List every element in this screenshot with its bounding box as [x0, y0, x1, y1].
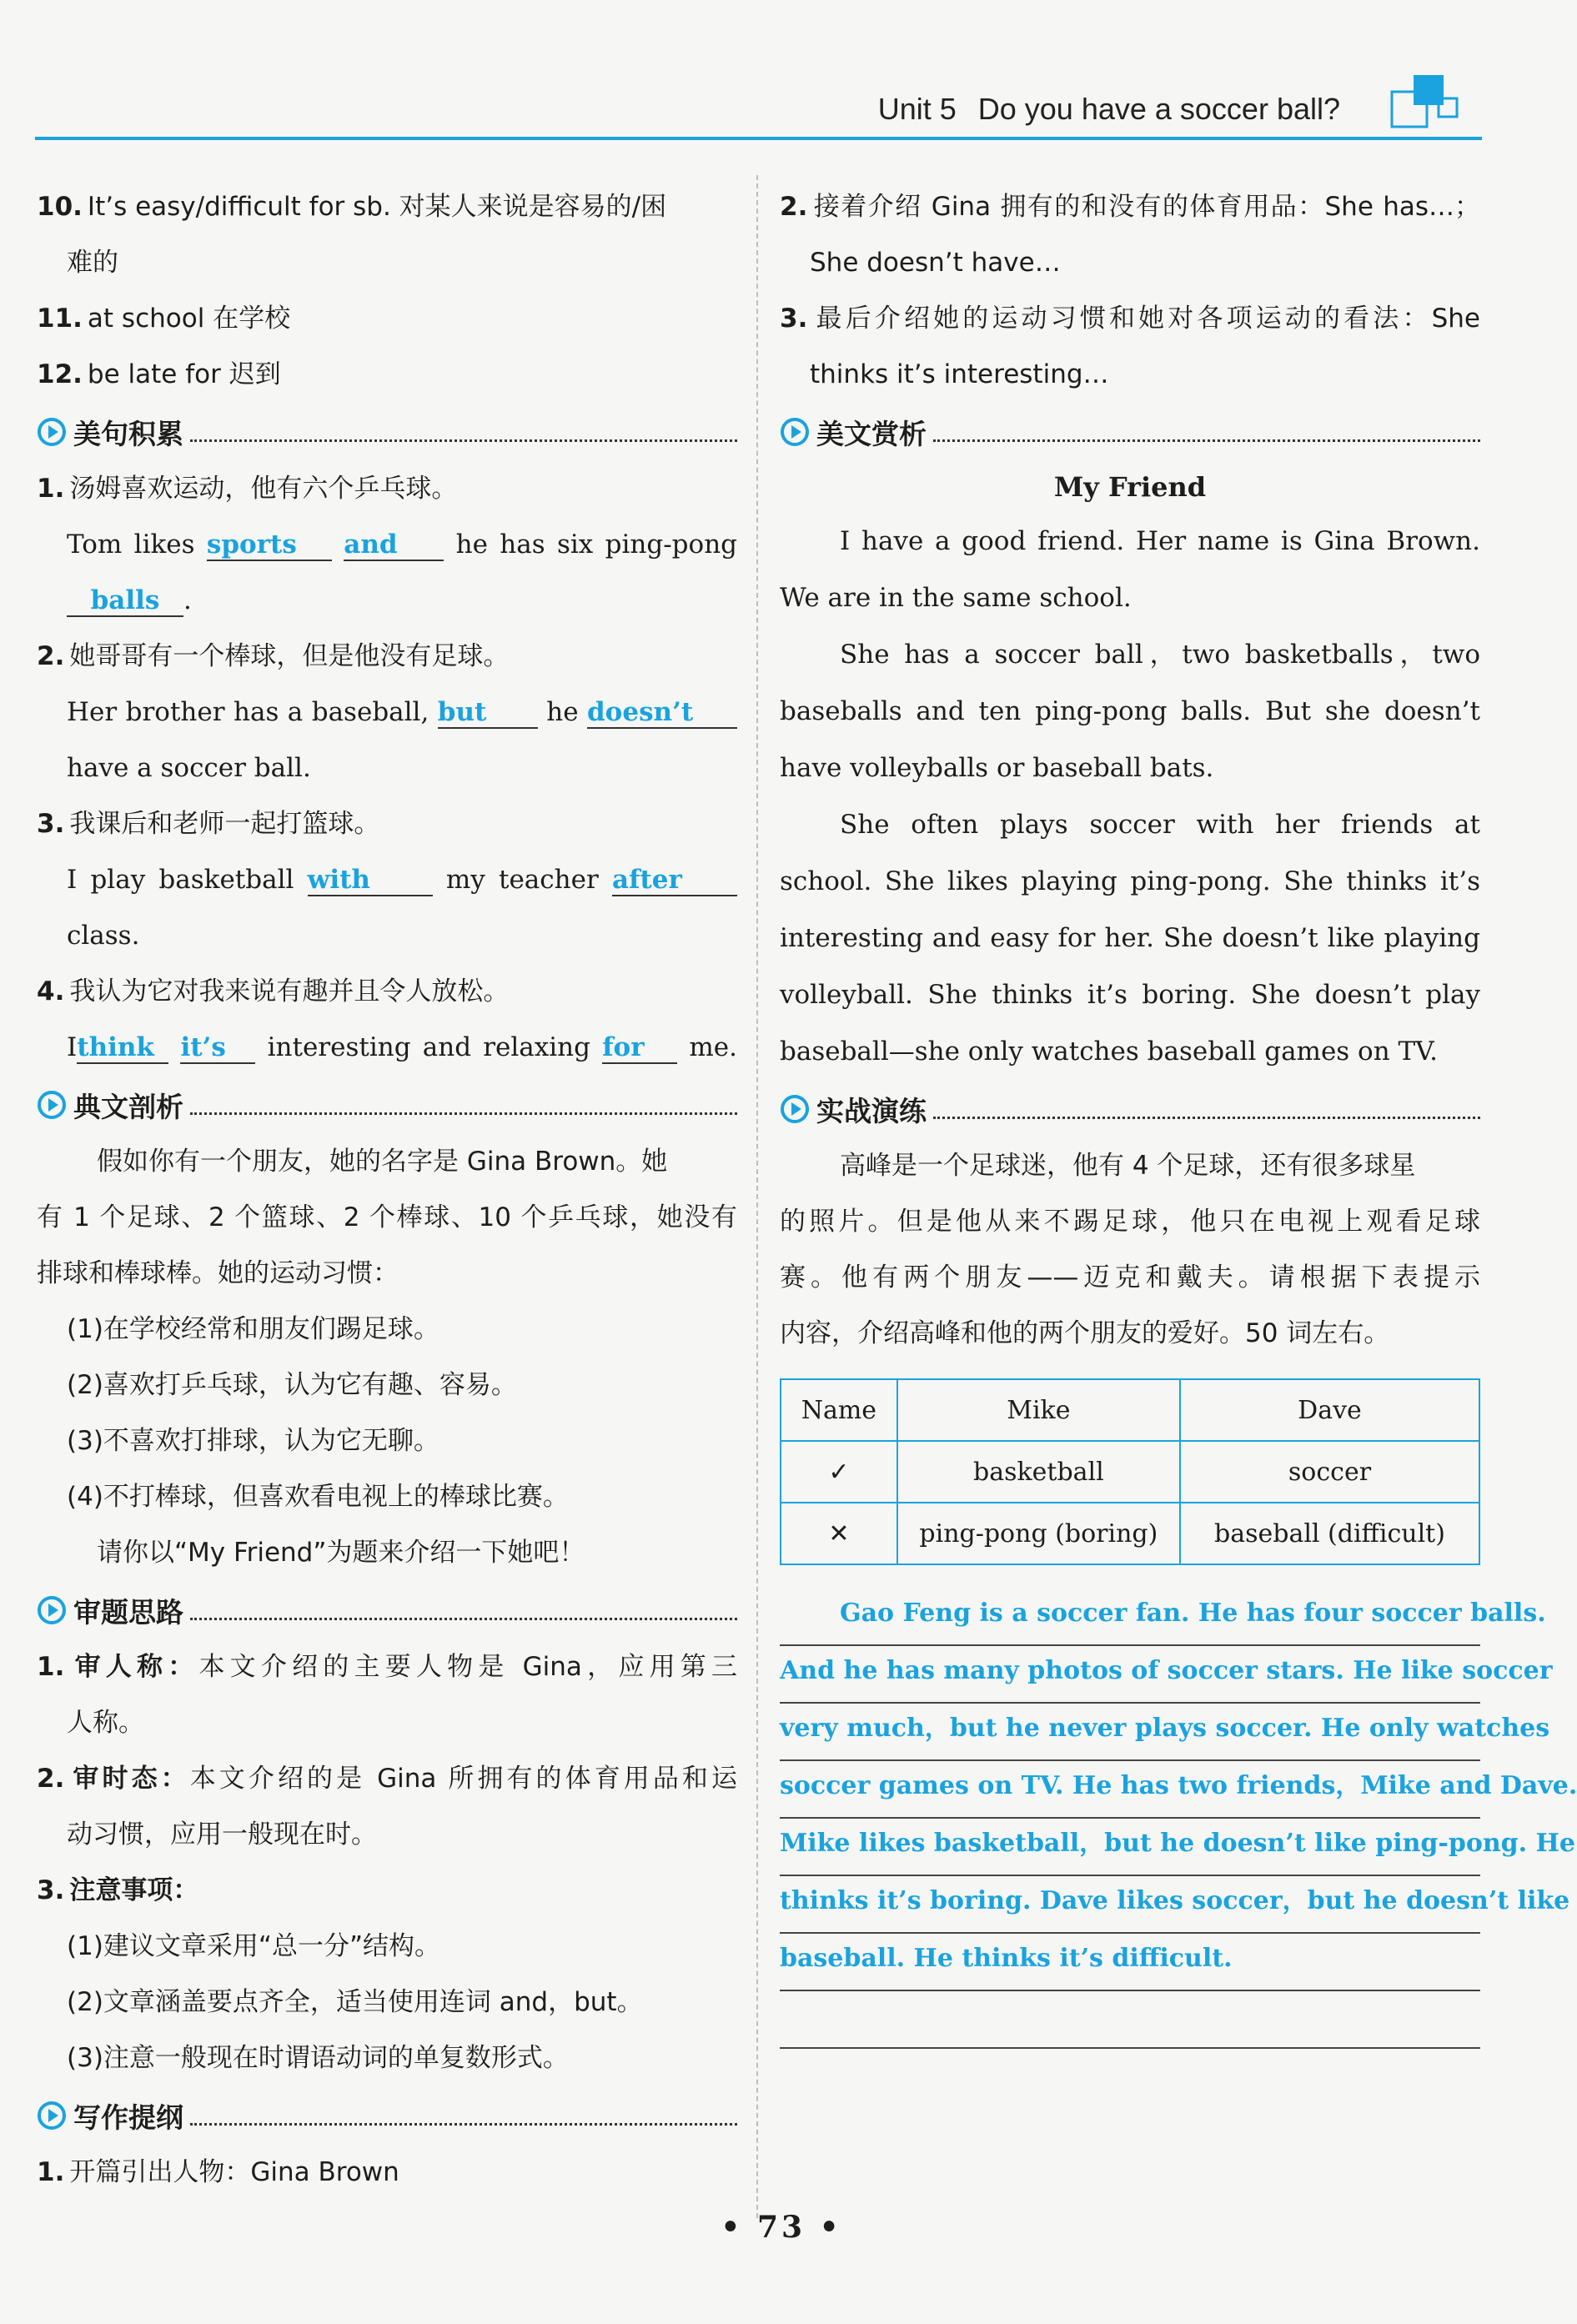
unit-title — [878, 92, 1340, 127]
model-line: 排球和棒球棒。她的运动习惯： — [37, 1258, 399, 1288]
right-column — [780, 179, 1577, 2049]
practice-line: 内容，介绍高峰和他的两个朋友的爱好。50 词左右。 — [780, 1318, 1390, 1348]
section-heading-analysis: 审题思路 — [37, 1581, 737, 1639]
question-en: Ithink it’s interesting and relaxing for me. — [67, 1032, 737, 1062]
question-zh: 2. 她哥哥有一个棒球，但是他没有足球。 — [37, 641, 510, 671]
answer-blank[interactable]: sports — [207, 530, 332, 561]
play-circle-icon — [37, 2101, 67, 2131]
play-circle-icon — [37, 1090, 67, 1120]
phrase-item: 12. be late for 迟到 — [37, 359, 281, 389]
table-header: Name — [781, 1379, 897, 1441]
column-divider — [756, 175, 758, 2218]
analysis-item: 1. 审人称：本文介绍的主要人物是 Gina，应用第三 — [37, 1652, 737, 1682]
table-cell: baseball (difficult) — [1180, 1503, 1479, 1564]
phrase-item-cont: 难的 — [67, 248, 118, 278]
answer-line[interactable]: thinks it’s boring. Dave likes soccer，but he doesn’t like — [780, 1876, 1480, 1934]
question-en: Her brother has a baseball, but he doesn’t — [37, 685, 737, 740]
table-row — [781, 1441, 1479, 1503]
answer-blank[interactable]: with — [308, 865, 433, 896]
corner-squares-icon — [1382, 73, 1474, 138]
outline-item: 3. 最后介绍她的运动习惯和她对各项运动的看法：She — [780, 304, 1480, 334]
answer-line[interactable]: Mike likes basketball，but he doesn’t like ping-pong. He — [780, 1819, 1480, 1876]
note-item: (1)建议文章采用“总一分”结构。 — [67, 1931, 441, 1961]
answer-line-empty[interactable] — [780, 1991, 1480, 2049]
question-en: Tom likes sports and he has six ping-pong — [67, 530, 738, 560]
table-header-row — [781, 1379, 1479, 1441]
note-item: (2)文章涵盖要点齐全，适当使用连词 and，but。 — [67, 1987, 643, 2017]
outline-item: 1. 开篇引出人物：Gina Brown — [37, 2157, 399, 2187]
phrase-item: 11. at school 在学校 — [37, 304, 291, 334]
section-heading-model: 典文剖析 — [37, 1076, 737, 1134]
outline-item-cont: She doesn’t have… — [810, 248, 1061, 278]
answer-line[interactable]: baseball. He thinks it’s difficult. — [780, 1934, 1480, 1991]
play-circle-icon — [780, 417, 810, 447]
left-column — [37, 179, 737, 2201]
phrase-item: 10. It’s easy/difficult for sb. 对某人来说是容易的/困 — [37, 192, 667, 222]
answer-line[interactable]: soccer games on TV. He has two friends，Mike and Dave. — [780, 1761, 1480, 1819]
answer-blank[interactable]: for — [602, 1032, 677, 1064]
answer-blank[interactable]: after — [612, 865, 737, 896]
table-cell: ping-pong (boring) — [897, 1503, 1180, 1564]
model-line: 有 1 个足球、2 个篮球、2 个棒球、10 个乒乓球，她没有 — [37, 1202, 737, 1232]
analysis-item-cont: 人称。 — [67, 1708, 144, 1738]
answer-blank[interactable]: it’s — [180, 1032, 255, 1064]
section-heading-outline: 写作提纲 — [37, 2086, 737, 2145]
question-en: I play basketball with my teacher after — [37, 852, 737, 908]
question-zh: 4. 我认为它对我来说有趣并且令人放松。 — [37, 976, 510, 1006]
answer-blank[interactable]: doesn’t — [587, 697, 737, 729]
note-item: (3)注意一般现在时谓语动词的单复数形式。 — [67, 2043, 569, 2073]
essay-title: My Friend — [1053, 471, 1207, 503]
header-rule — [35, 137, 1482, 140]
answer-line[interactable]: And he has many photos of soccer stars. He like soccer — [780, 1646, 1480, 1704]
play-circle-icon — [780, 1094, 810, 1124]
question-en: have a soccer ball. — [67, 753, 311, 783]
play-circle-icon — [37, 1595, 67, 1625]
table-header: Mike — [897, 1379, 1180, 1441]
section-heading-practice: 实战演练 — [780, 1080, 1480, 1138]
hobby-table — [780, 1378, 1480, 1565]
analysis-item: 2. 审时态：本文介绍的是 Gina 所拥有的体育用品和运 — [37, 1764, 737, 1794]
outline-item-cont: thinks it’s interesting… — [810, 359, 1109, 389]
habit-item: (2)喜欢打乒乓球，认为它有趣、容易。 — [67, 1370, 517, 1400]
practice-line: 赛。他有两个朋友——迈克和戴夫。请根据下表提示 — [780, 1262, 1480, 1293]
table-row — [781, 1503, 1479, 1564]
essay-paragraph: I have a good friend. Her name is Gina Brown. We are in the same school. — [780, 526, 1480, 613]
practice-line: 高峰是一个足球迷，他有 4 个足球，还有很多球星 — [840, 1151, 1416, 1181]
table-cell: basketball — [897, 1441, 1180, 1503]
page-header — [35, 73, 1482, 140]
table-header: Dave — [1180, 1379, 1479, 1441]
habit-item: (4)不打棒球，但喜欢看电视上的棒球比赛。 — [67, 1482, 569, 1512]
unit-number: Unit 5 — [877, 92, 957, 126]
answer-blank[interactable]: balls — [67, 585, 183, 617]
play-circle-icon — [37, 417, 67, 447]
section-heading-essay: 美文赏析 — [780, 403, 1480, 461]
question-zh: 3. 我课后和老师一起打篮球。 — [37, 809, 380, 839]
unit-name: Do you have a soccer ball? — [977, 92, 1340, 126]
section-heading-sentences: 美句积累 — [37, 403, 737, 461]
analysis-item: 3. 注意事项： — [37, 1875, 199, 1905]
check-icon: ✓ — [781, 1441, 897, 1503]
question-en: balls . — [37, 573, 737, 629]
practice-line: 的照片。但是他从来不踢足球，他只在电视上观看足球 — [780, 1207, 1480, 1237]
answer-line[interactable]: Gao Feng is a soccer fan. He has four soccer balls. — [780, 1589, 1480, 1646]
answer-blank[interactable]: but — [438, 697, 538, 729]
essay-paragraph: She has a soccer ball，two basketballs，two baseballs and ten ping-pong balls. But she doesn’t have volleyballs or baseball bats. — [780, 640, 1480, 783]
question-en: class. — [67, 921, 140, 951]
table-cell: soccer — [1180, 1441, 1479, 1503]
answer-blank[interactable]: and — [344, 530, 444, 561]
answer-essay — [780, 1589, 1577, 2049]
habit-item: (1)在学校经常和朋友们踢足球。 — [67, 1314, 439, 1344]
essay-body — [780, 513, 1480, 1080]
page-number: • 73 • — [721, 2210, 842, 2245]
answer-blank[interactable]: think — [77, 1032, 168, 1064]
essay-paragraph: She often plays soccer with her friends at school. She likes playing ping-pong. She thinks it’s interesting and easy for her. She doesn’t like playing volleyball. She thinks it’s boring. She doesn’t play baseball—she only watches baseball games on TV. — [780, 810, 1480, 1067]
question-zh: 1. 汤姆喜欢运动，他有六个乒乓球。 — [37, 474, 458, 504]
cross-icon: ✕ — [781, 1503, 897, 1564]
analysis-item-cont: 动习惯，应用一般现在时。 — [67, 1820, 377, 1850]
task-line: 请你以“My Friend”为题来介绍一下她吧！ — [97, 1538, 585, 1568]
outline-item: 2. 接着介绍 Gina 拥有的和没有的体育用品：She has…； — [780, 192, 1480, 222]
habit-item: (3)不喜欢打排球，认为它无聊。 — [67, 1426, 439, 1456]
answer-line[interactable]: very much，but he never plays soccer. He only watches — [780, 1704, 1480, 1761]
model-line: 假如你有一个朋友，她的名字是 Gina Brown。她 — [97, 1147, 668, 1177]
